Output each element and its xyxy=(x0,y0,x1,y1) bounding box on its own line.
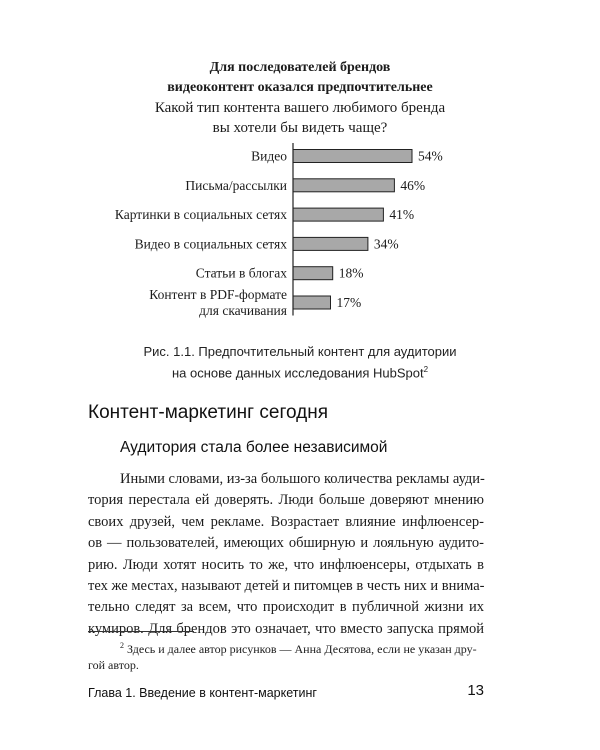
footnote-reference: 2 xyxy=(423,365,429,374)
figure-caption xyxy=(0,343,600,382)
footnote-line xyxy=(88,638,484,657)
chart-question-line: Какой тип контента вашего любимого бренда xyxy=(154,100,446,116)
category-label: Письма/рассылки xyxy=(185,177,287,193)
bar xyxy=(293,179,394,192)
section-heading: Контент-маркетинг сегодня xyxy=(88,402,328,423)
body-line: Иными словами, из-за большого количества рекламы ауди- xyxy=(120,471,485,487)
bar-value-label: 17% xyxy=(336,295,362,310)
chart-title xyxy=(0,58,600,98)
category-label: Картинки в социальных сетях xyxy=(114,207,287,223)
bar xyxy=(293,150,412,163)
bar xyxy=(293,237,368,250)
running-footer: Глава 1. Введение в контент-маркетинг xyxy=(88,686,317,700)
body-line: своих друзей, чем рекламе. Возрастает влияние инфлюенсер- xyxy=(88,513,484,530)
category-label: Видео в социальных сетях xyxy=(134,236,287,252)
figure-caption-line: Рис. 1.1. Предпочтительный контент для аудитории xyxy=(143,344,457,359)
bar-value-label: 18% xyxy=(338,265,364,281)
body-line: тория перестала ей доверять. Люди больше доверяют мнению xyxy=(88,492,484,509)
bar-chart xyxy=(0,140,600,330)
bar-value-label: 41% xyxy=(389,207,415,223)
chart-title-line: видеоконтент оказался предпочтительнее xyxy=(167,80,433,95)
body-line: тельно следят за всем, что происходит в публичной жизни их xyxy=(88,599,484,616)
category-label: Статьи в блогах xyxy=(195,265,287,281)
category-label: для скачивания xyxy=(199,303,287,318)
figure-caption-line xyxy=(0,361,600,382)
footnote xyxy=(88,638,484,673)
subsection-heading: Аудитория стала более независимой xyxy=(120,439,388,456)
bar xyxy=(293,267,333,280)
category-label: Видео xyxy=(251,148,287,164)
footnote-line: гой автор. xyxy=(88,658,139,672)
bar-value-label: 54% xyxy=(418,148,443,164)
bar xyxy=(293,208,383,221)
figure-caption-text: на основе данных исследования HubSpot xyxy=(171,365,424,381)
footnote-marker: 2 xyxy=(120,641,124,650)
category-label: Контент в PDF-формате xyxy=(149,287,287,302)
page-number: 13 xyxy=(467,682,484,699)
body-line: кумиров. Для брендов это означает, что вместо запуска прямой xyxy=(88,620,484,637)
body-line: ов — пользователей, имеющих обширную и лояльную аудито- xyxy=(88,535,484,552)
bar-value-label: 46% xyxy=(400,177,426,193)
body-paragraph xyxy=(88,469,484,640)
bar-value-label: 34% xyxy=(373,236,399,252)
footnote-text: Здесь и далее автор рисунков — Анна Десятова, если не указан дру- xyxy=(124,642,477,656)
body-line: рию. Люди хотят носить то же, что инфлюенсеры, отдыхать в xyxy=(88,556,484,573)
body-line: тех же местах, называют детей и питомцев в честь них и внима- xyxy=(88,577,485,594)
bar xyxy=(293,296,331,309)
chart-title-line: Для последователей брендов xyxy=(209,60,391,75)
chart-question xyxy=(0,98,600,138)
footnote-divider xyxy=(88,631,194,632)
chart-question-line: вы хотели бы видеть чаще? xyxy=(212,120,388,136)
